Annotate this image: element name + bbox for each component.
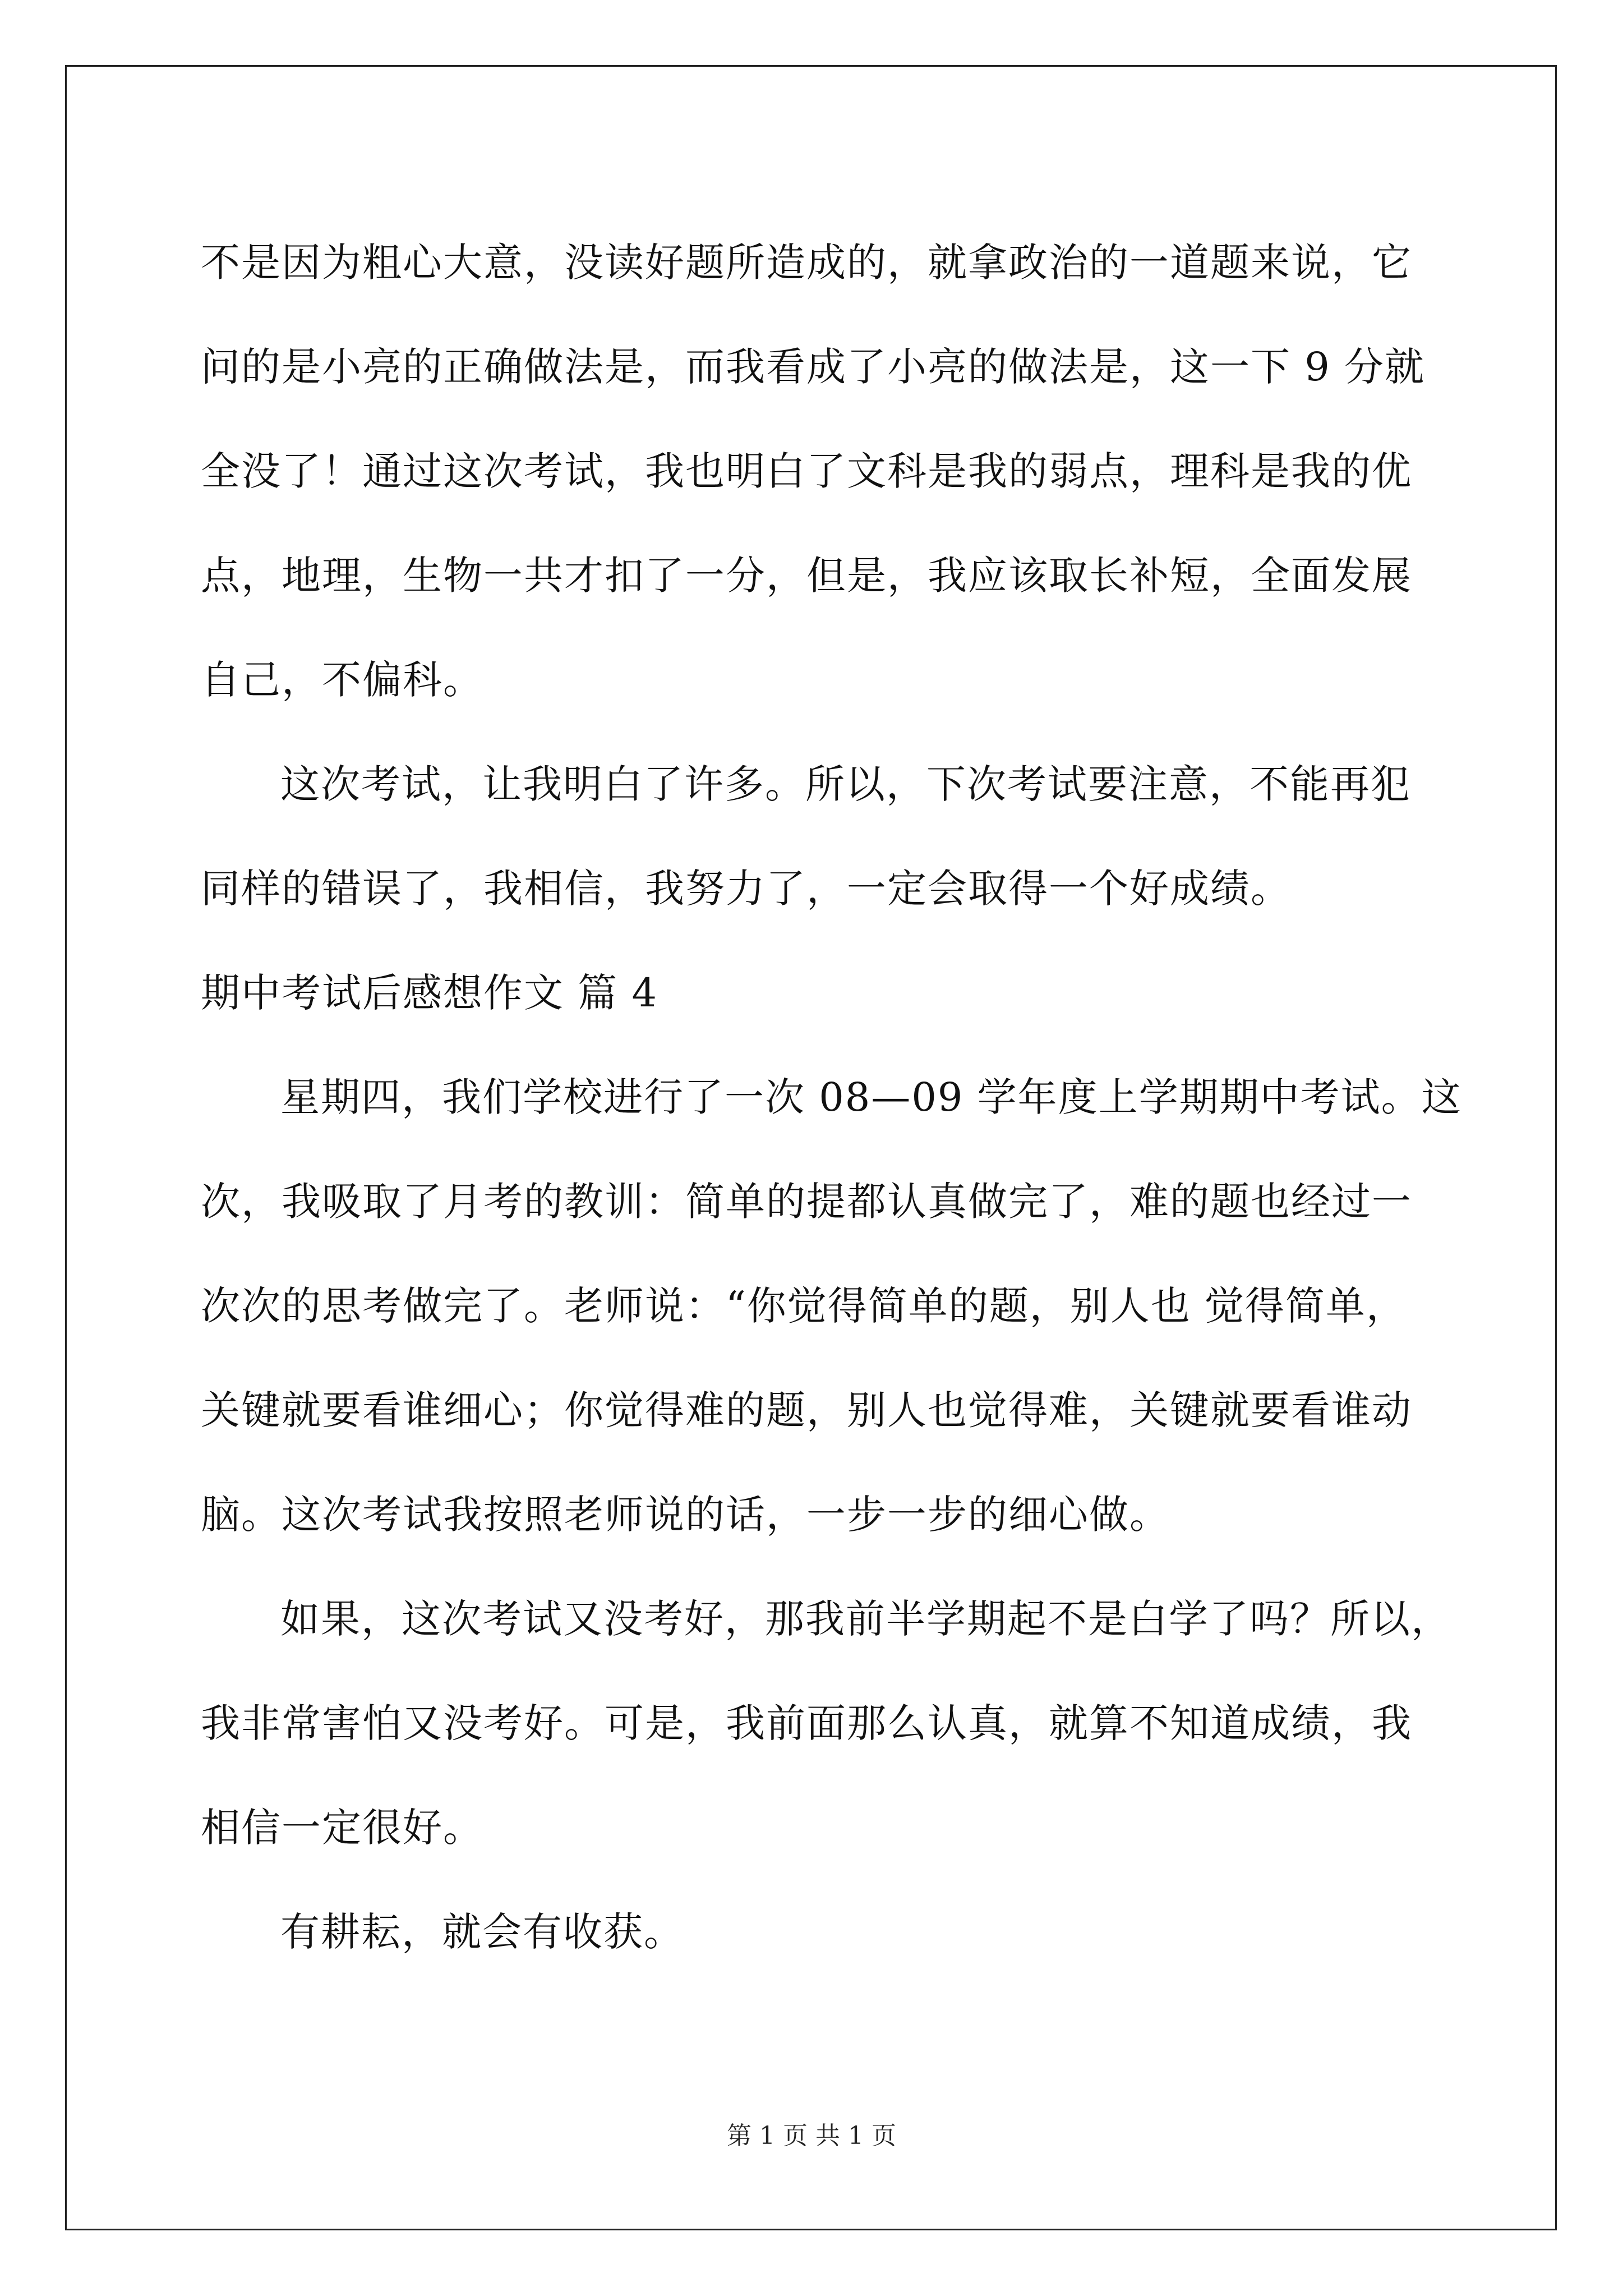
text-line: 次次的思考做完了。老师说：“你觉得简单的题，别人也 觉得简单， <box>201 1283 1407 1329</box>
text-line: 自己，不偏科。 <box>201 657 483 703</box>
text-line: 问的是小亮的正确做法是，而我看成了小亮的做法是，这一下 9 分就 <box>201 344 1426 390</box>
paragraph-start-line: 这次考试，让我明白了许多。所以，下次考试要注意，不能再犯 <box>280 761 1411 807</box>
text-line: 相信一定很好。 <box>201 1805 483 1851</box>
text-line: 不是因为粗心大意，没读好题所造成的，就拿政治的一道题来说，它 <box>201 240 1412 286</box>
paragraph-start-line: 星期四，我们学校进行了一次 08—09 学年度上学期期中考试。这 <box>280 1074 1462 1120</box>
paragraph-start-line: 有耕耘，就会有收获。 <box>280 1909 684 1955</box>
section-heading: 期中考试后感想作文 篇 4 <box>201 970 658 1016</box>
text-line: 关键就要看谁细心；你觉得难的题，别人也觉得难，关键就要看谁动 <box>201 1387 1412 1433</box>
text-line: 次，我吸取了月考的教训：简单的提都认真做完了，难的题也经过一 <box>201 1179 1412 1225</box>
text-line: 全没了！通过这次考试，我也明白了文科是我的弱点，理科是我的优 <box>201 448 1412 494</box>
paragraph-start-line: 如果，这次考试又没考好，那我前半学期起不是白学了吗？所以， <box>280 1596 1451 1642</box>
text-line: 我非常害怕又没考好。可是，我前面那么认真，就算不知道成绩，我 <box>201 1700 1412 1746</box>
text-line: 点，地理，生物一共才扣了一分，但是，我应该取长补短，全面发展 <box>201 553 1412 599</box>
text-line: 脑。这次考试我按照老师说的话，一步一步的细心做。 <box>201 1492 1170 1538</box>
document-body <box>201 210 1462 1984</box>
text-line: 同样的错误了，我相信，我努力了，一定会取得一个好成绩。 <box>201 866 1291 912</box>
page-number-footer: 第 1 页 共 1 页 <box>727 2122 896 2150</box>
